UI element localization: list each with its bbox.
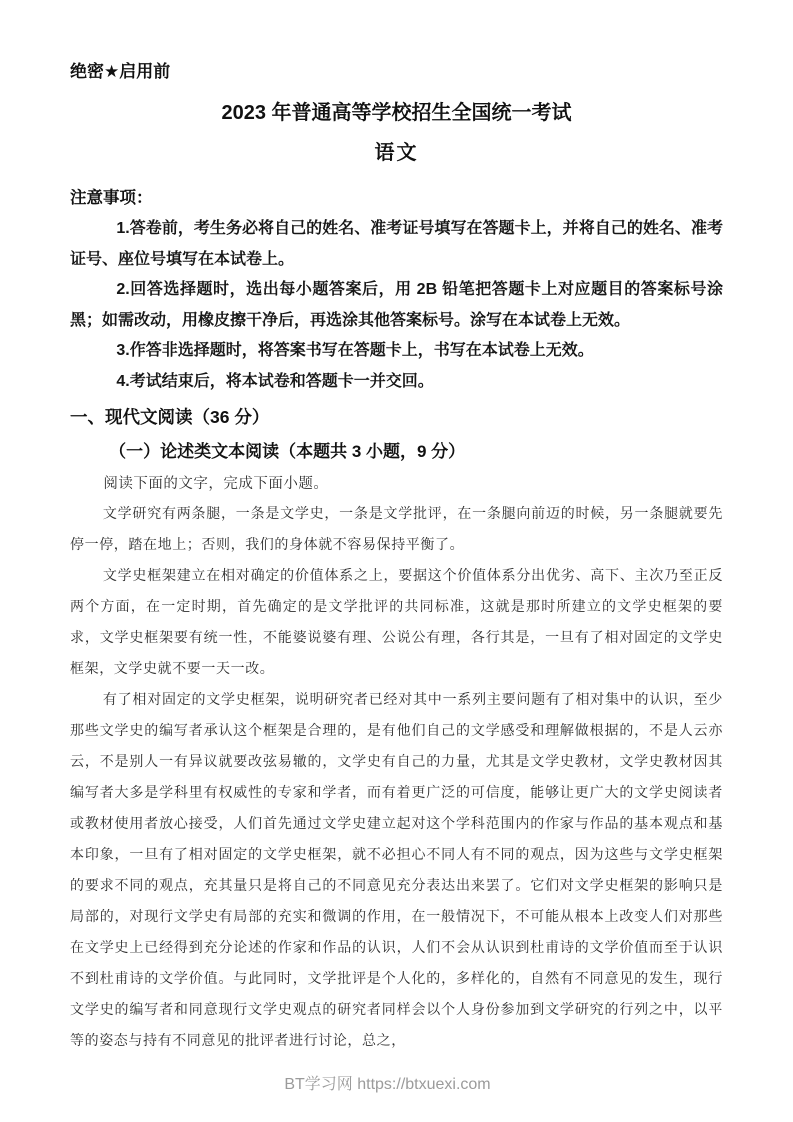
notice-item-2: 2.回答选择题时，选出每小题答案后，用 2B 铅笔把答题卡上对应题目的答案标号涂黑；如需改动，用橡皮擦干净后，再选涂其他答案标号。涂写在本试卷上无效。: [70, 281, 723, 329]
notice-item-3: 3.作答非选择题时，将答案书写在答题卡上，书写在本试卷上无效。: [116, 342, 594, 359]
passage-paragraph-3: 有了相对固定的文学史框架，说明研究者已经对其中一系列主要问题有了相对集中的认识，至少那些文学史的编写者承认这个框架是合理的，是有他们自己的文学感受和理解做根据的，不是人云亦云，不是别人一有异议就要改弦易辙的，文学史有自己的力量，尤其是文学史教材，文学史教材因其编写者大多是学科里有权威性的专家和学者，而有着更广泛的可信度，能够让更广大的文学史阅读者或教材使用者放心接受，人们首先通过文学史建立起对这个学科范围内的作家与作品的基本观点和基本印象，一旦有了相对固定的文学史框架，就不必担心不同人有不同的观点，因为这些与文学史框架的要求不同的观点，充其量只是将自己的不同意见充分表达出来罢了。它们对文学史框架的影响只是局部的，对现行文学史有局部的充实和微调的作用，在一般情况下，不可能从根本上改变人们对那些在文学史上已经得到充分论述的作家和作品的认识，人们不会从认识到杜甫诗的文学价值而至于认识不到杜甫诗的文学价值。与此同时，文学批评是个人化的，多样化的，自然有不同意见的发生，现行文学史的编写者和同意现行文学史观点的研究者同样会以个人身份参加到文学研究的行列之中，以平等的姿态与持有不同意见的批评者进行讨论，总之，: [70, 693, 723, 1049]
exam-subject: 语文: [374, 142, 419, 164]
notice-heading: 注意事项：: [70, 189, 153, 207]
classification-label: 绝密★启用前: [70, 62, 171, 81]
subsection-heading-argumentative-text: （一）论述类文本阅读（本题共 3 小题，9 分）: [109, 442, 466, 461]
exam-title: 2023 年普通高等学校招生全国统一考试: [221, 102, 572, 124]
notice-item-1: 1.答卷前，考生务必将自己的姓名、准考证号填写在答题卡上，并将自己的姓名、准考证号、座位号填写在本试卷上。: [70, 220, 723, 268]
passage-paragraph-2: 文学史框架建立在相对确定的价值体系之上，要据这个价值体系分出优劣、高下、主次乃至正反两个方面，在一定时期，首先确定的是文学批评的共同标准，这就是那时所建立的文学史框架的要求，文学史框架要有统一性，不能婆说婆有理、公说公有理，各行其是，一旦有了相对固定的文学史框架，文学史就不要一天一改。: [70, 569, 723, 677]
passage-paragraph-1: 文学研究有两条腿，一条是文学史，一条是文学批评，在一条腿向前迈的时候，另一条腿就要先停一停，踏在地上；否则，我们的身体就不容易保持平衡了。: [70, 507, 723, 553]
section-heading-modern-reading: 一、现代文阅读（36 分）: [70, 407, 270, 427]
notice-item-4: 4.考试结束后，将本试卷和答题卡一并交回。: [116, 372, 434, 390]
reading-instruction: 阅读下面的文字，完成下面小题。: [103, 476, 329, 492]
watermark-text: BT学习网 https://btxuexi.com: [284, 1076, 491, 1093]
